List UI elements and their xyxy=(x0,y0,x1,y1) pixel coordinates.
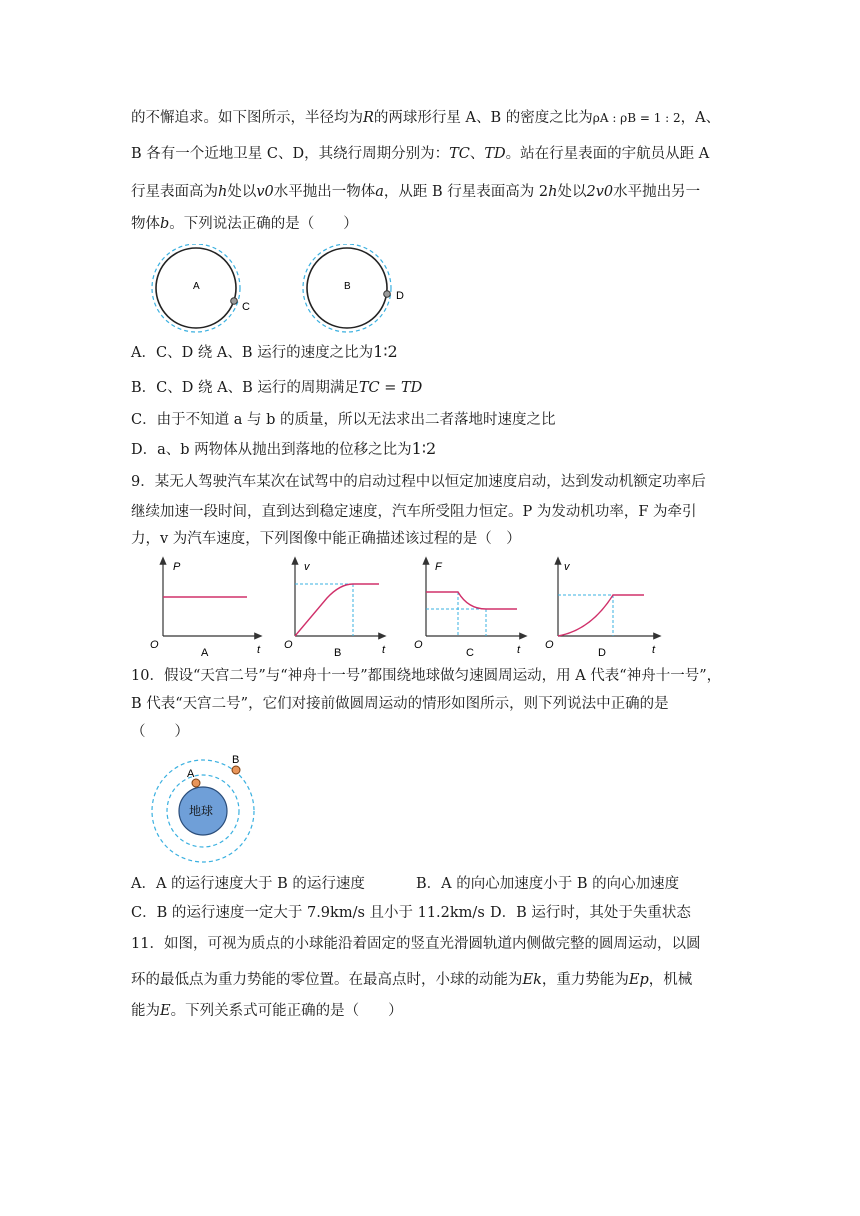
q10-option-c: C．B 的运行速度一定大于 7.9km/s 且小于 11.2km/s xyxy=(131,905,485,921)
q11-text: ，重力势能为 xyxy=(541,972,629,988)
graph-a-xlabel: t xyxy=(257,644,261,656)
q8-option-b-math: TC = TD xyxy=(358,380,423,396)
satellite-d xyxy=(384,291,391,298)
graph-d xyxy=(545,560,658,659)
graph-d-curve xyxy=(558,595,644,636)
q11-text: ，机械 xyxy=(648,972,693,988)
q8-text: 、 xyxy=(469,146,485,162)
earth-label: 地球 xyxy=(189,804,214,818)
graph-d-caption: D xyxy=(598,647,606,659)
q8-text: 处以 xyxy=(227,184,257,200)
satellite-c xyxy=(231,298,238,305)
graph-a xyxy=(150,560,261,659)
graph-c-origin: O xyxy=(414,639,423,651)
q8-option-b xyxy=(131,378,422,398)
q8-period-td: TD xyxy=(484,146,506,162)
q8-text: 行星表面高为 xyxy=(131,184,218,200)
graph-c-curve xyxy=(426,592,517,609)
graph-b-caption: B xyxy=(334,647,342,659)
q11-kinetic-energy: Ek xyxy=(522,972,542,988)
q10-line-3: （ ） xyxy=(131,724,189,740)
q8-velocity-2v0: 2v0 xyxy=(586,184,614,200)
q8-height-2h: h xyxy=(548,184,558,200)
q8-text: ，A、 xyxy=(680,110,721,126)
graph-d-xlabel: t xyxy=(652,644,656,656)
q8-text: 。下列说法正确的是（ ） xyxy=(169,216,358,232)
graph-b-xlabel: t xyxy=(382,644,386,656)
q8-option-a-text: A．C、D 绕 A、B 运行的速度之比为 xyxy=(131,345,374,361)
graph-c xyxy=(414,560,524,659)
satellite-b xyxy=(232,766,240,774)
q8-option-a-math: 1∶2 xyxy=(373,342,398,361)
q9-line-1: 9．某无人驾驶汽车某次在试驾中的启动过程中以恒定加速度启动，达到发动机额定功率后 xyxy=(131,474,706,490)
q10-option-a: A．A 的运行速度大于 B 的运行速度 xyxy=(131,876,365,892)
satellite-b-label: B xyxy=(232,754,240,766)
q11-text: 能为 xyxy=(131,1003,160,1019)
q8-option-d xyxy=(131,439,436,460)
graph-c-ylabel: F xyxy=(435,561,442,573)
planet-b-label: B xyxy=(344,281,351,292)
satellite-a-label: A xyxy=(187,768,195,780)
q10-line-2: B 代表“天宫二号”，它们对接前做圆周运动的情形如图所示，则下列说法中正确的是 xyxy=(131,696,669,712)
planet-a-label: A xyxy=(193,281,200,292)
q8-text: 处以 xyxy=(557,184,587,200)
q8-object-a: a xyxy=(375,184,384,200)
q8-option-d-math: 1∶2 xyxy=(411,439,437,458)
q11-line-2 xyxy=(131,970,692,990)
q8-line-1 xyxy=(131,108,720,128)
q8-density-ratio: ρA : ρB = 1 : 2 xyxy=(592,111,681,125)
graph-a-origin: O xyxy=(150,639,159,651)
graph-b xyxy=(284,560,386,659)
graph-a-caption: A xyxy=(201,647,209,659)
q10-orbits-figure xyxy=(150,750,280,865)
satellite-a xyxy=(192,779,200,787)
q8-option-b-text: B．C、D 绕 A、B 运行的周期满足 xyxy=(131,380,359,396)
graph-d-ylabel: v xyxy=(564,561,570,573)
q8-line-4 xyxy=(131,214,358,234)
q8-height-h: h xyxy=(218,184,228,200)
q8-object-b: b xyxy=(160,216,170,232)
q8-option-c xyxy=(131,410,555,430)
q8-text: 水平抛出一物体 xyxy=(273,184,376,200)
q10-line-1: 10．假设“天宫二号”与“神舟十一号”都围绕地球做匀速圆周运动，用 A 代表“神舟十一号”， xyxy=(131,668,722,684)
q8-text: 。站在行星表面的宇航员从距 A xyxy=(505,146,710,162)
q8-radius-symbol: R xyxy=(363,110,374,126)
graph-a-ylabel: P xyxy=(173,561,181,573)
q9-line-2: 继续加速一段时间，直到达到稳定速度，汽车所受阻力恒定。P 为发动机功率，F 为牵引 xyxy=(131,504,697,520)
q11-text: 环的最低点为重力势能的零位置。在最高点时，小球的动能为 xyxy=(131,972,523,988)
q9-line-3: 力，v 为汽车速度，下列图像中能正确描述该过程的是（ ） xyxy=(131,531,521,547)
graph-b-ylabel: v xyxy=(304,561,310,573)
graph-b-curve xyxy=(295,584,379,636)
q11-mechanical-energy: E xyxy=(160,1003,171,1019)
q8-text: 物体 xyxy=(131,216,160,232)
q11-line-3 xyxy=(131,1001,403,1021)
graph-c-caption: C xyxy=(466,647,474,659)
q8-period-tc: TC xyxy=(449,146,470,162)
q11-line-1: 11．如图，可视为质点的小球能沿着固定的竖直光滑圆轨道内侧做完整的圆周运动，以圆 xyxy=(131,936,701,952)
q8-text: B 各有一个近地卫星 C、D，其绕行周期分别为： xyxy=(131,146,450,162)
q8-option-c-text: C．由于不知道 a 与 b 的质量，所以无法求出二者落地时速度之比 xyxy=(131,412,556,428)
q8-text: 的不懈追求。如下图所示，半径均为 xyxy=(131,110,363,126)
q11-text: 。下列关系式可能正确的是（ ） xyxy=(170,1003,403,1019)
satellite-c-label: C xyxy=(242,301,250,313)
q8-line-2 xyxy=(131,144,709,164)
graph-d-origin: O xyxy=(545,639,554,651)
graph-c-xlabel: t xyxy=(517,644,521,656)
q9-graphs-figure xyxy=(146,556,706,664)
q8-text: 水平抛出另一 xyxy=(613,184,701,200)
q8-text: ，从距 B 行星表面高为 2 xyxy=(383,184,549,200)
q10-option-b: B．A 的向心加速度小于 B 的向心加速度 xyxy=(416,876,680,892)
q11-potential-energy: Ep xyxy=(628,972,649,988)
q8-planets-figure xyxy=(148,244,418,334)
q8-text: 的两球形行星 A、B 的密度之比为 xyxy=(373,110,593,126)
q8-line-3 xyxy=(131,182,700,202)
q8-option-d-text: D．a、b 两物体从抛出到落地的位移之比为 xyxy=(131,442,412,458)
q8-option-a xyxy=(131,342,398,363)
q10-option-d: D．B 运行时，其处于失重状态 xyxy=(490,905,691,921)
graph-b-origin: O xyxy=(284,639,293,651)
q8-velocity-v0: v0 xyxy=(256,184,274,200)
satellite-d-label: D xyxy=(396,290,404,302)
